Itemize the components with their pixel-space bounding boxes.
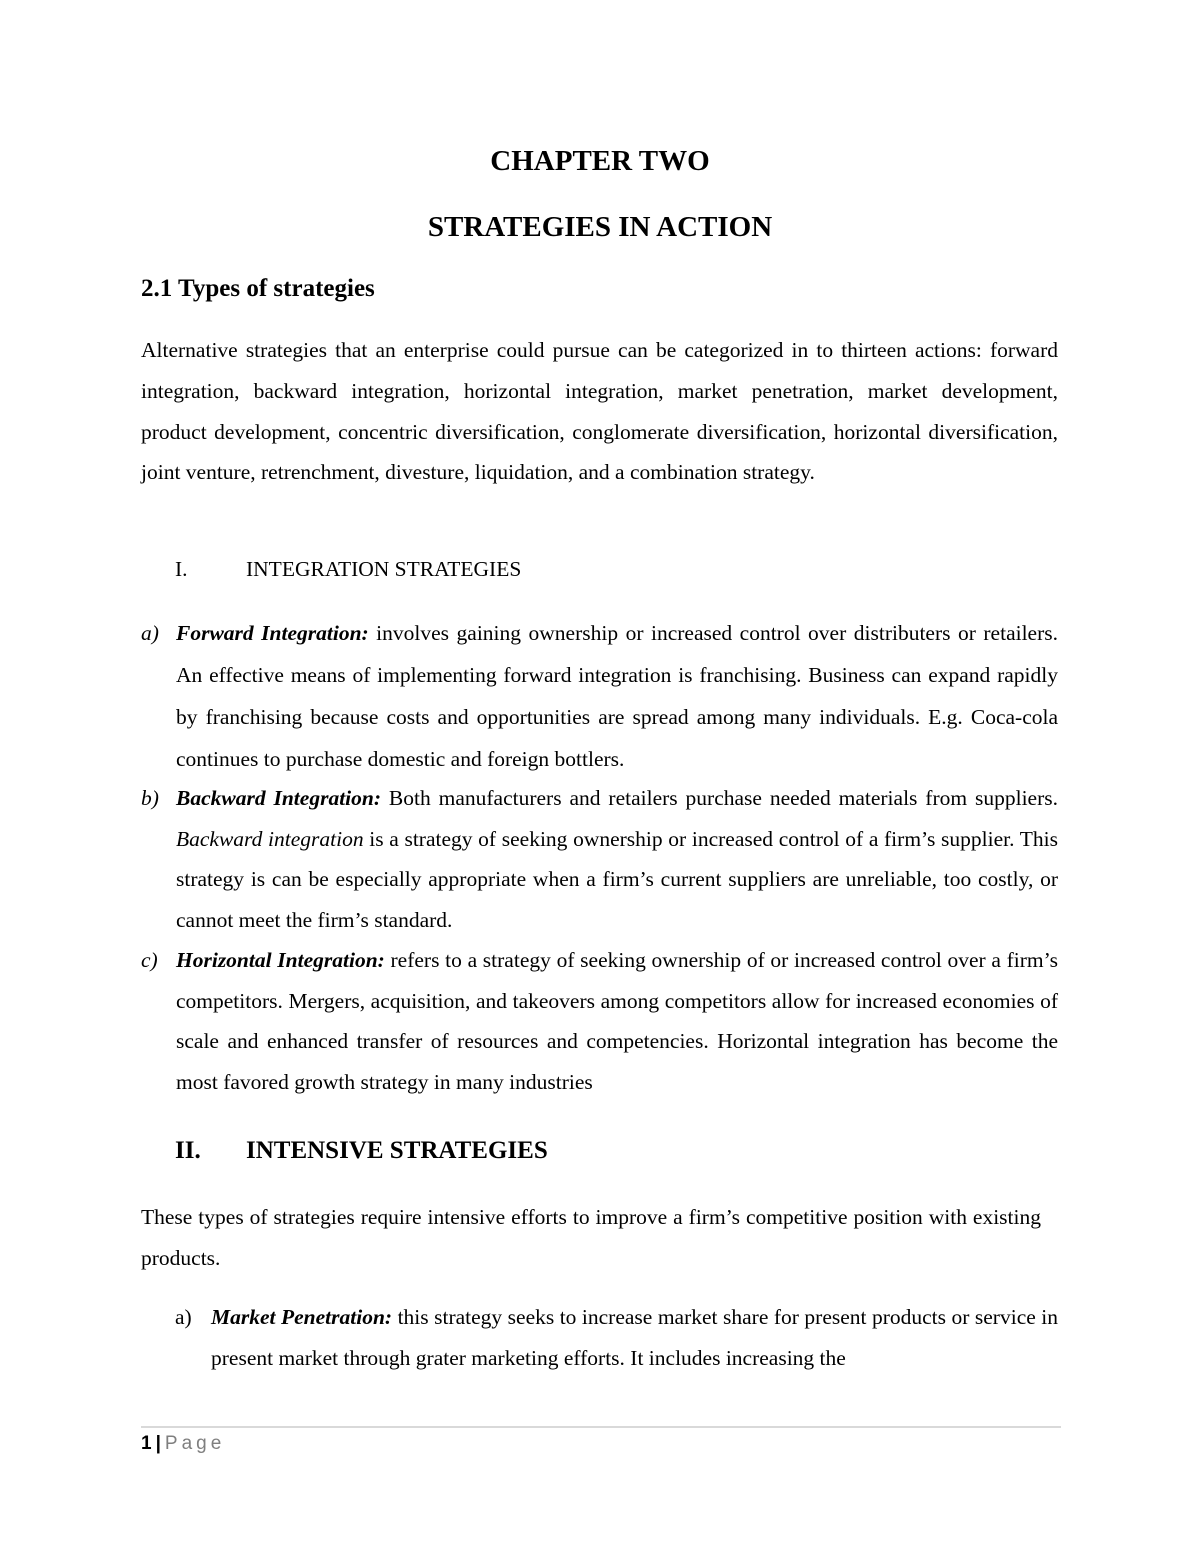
footer-divider <box>141 1426 1061 1428</box>
intensive-strategies-paragraph: These types of strategies require intensive efforts to improve a firm’s competitive position with existing products. <box>141 1205 1041 1270</box>
list-marker: c) <box>141 948 158 972</box>
list-item-body <box>176 940 1058 1102</box>
list-marker: a) <box>175 1305 192 1329</box>
term: Horizontal Integration: <box>176 948 385 972</box>
footer-separator: | <box>155 1433 161 1454</box>
emphasis-text: Backward integration <box>176 826 364 851</box>
roman-numeral-1: I. <box>175 557 188 581</box>
term-description: Both manufacturers and retailers purchase needed materials from suppliers. <box>381 786 1058 810</box>
list-item-backward-integration <box>141 778 1058 940</box>
list-item-body <box>176 778 1058 940</box>
intensive-strategies-heading <box>175 1136 548 1166</box>
term-description: this strategy seeks to increase market share for present products or service in present market through grater marketing efforts. It includes increasing the <box>211 1305 1058 1370</box>
heading-text: INTENSIVE STRATEGIES <box>246 1137 548 1164</box>
list-item-market-penetration <box>175 1297 1058 1378</box>
list-marker: a) <box>141 621 159 645</box>
term-description: refers to a strategy of seeking ownership of or increased control over a firm’s competitors. Mergers, acquisition, and takeovers among competitors allow for increased economies of scale and enhanced transfer of resources and competencies. Horizontal integration has become the most favored growth strategy in many industries <box>176 948 1058 1094</box>
list-item-body <box>176 612 1058 780</box>
intro-paragraph: Alternative strategies that an enterprise could pursue can be categorized in to thirteen actions: forward integration, backward integration, horizontal integration, market penetration, market development, product development, concentric diversification, conglomerate diversification, horizontal diversification, joint venture, retrenchment, divesture, liquidation, and a combination strategy. <box>141 338 1058 485</box>
chapter-subtitle: STRATEGIES IN ACTION <box>427 211 773 243</box>
heading-text: INTEGRATION STRATEGIES <box>246 557 522 581</box>
section-heading: 2.1 Types of strategies <box>141 275 375 302</box>
list-item-body <box>211 1297 1058 1378</box>
page-footer <box>141 1432 225 1456</box>
term: Forward Integration: <box>176 621 369 645</box>
list-item-forward-integration <box>141 612 1058 780</box>
page-number: 1 <box>141 1433 152 1454</box>
term-description-continued: is a strategy of seeking ownership or increased control of a firm’s supplier. This strategy is can be especially appropriate when a firm’s current suppliers are unreliable, too costly, or cannot meet the firm’s standard. <box>176 826 1058 932</box>
roman-numeral-2: II. <box>175 1137 201 1164</box>
page-label: Page <box>164 1433 226 1454</box>
term-description: involves gaining ownership or increased control over distributers or retailers. An effective means of implementing forward integration is franchising. Business can expand rapidly by franchising because costs and opportunities are spread among many individuals. E.g. Coca-cola continues to purchase domestic and foreign bottlers. <box>176 621 1059 771</box>
term: Market Penetration: <box>211 1305 393 1329</box>
term: Backward Integration: <box>176 786 382 810</box>
list-item-horizontal-integration <box>141 940 1058 1102</box>
chapter-title: CHAPTER TWO <box>490 145 710 177</box>
integration-strategies-heading <box>175 554 521 584</box>
list-marker: b) <box>141 786 159 810</box>
